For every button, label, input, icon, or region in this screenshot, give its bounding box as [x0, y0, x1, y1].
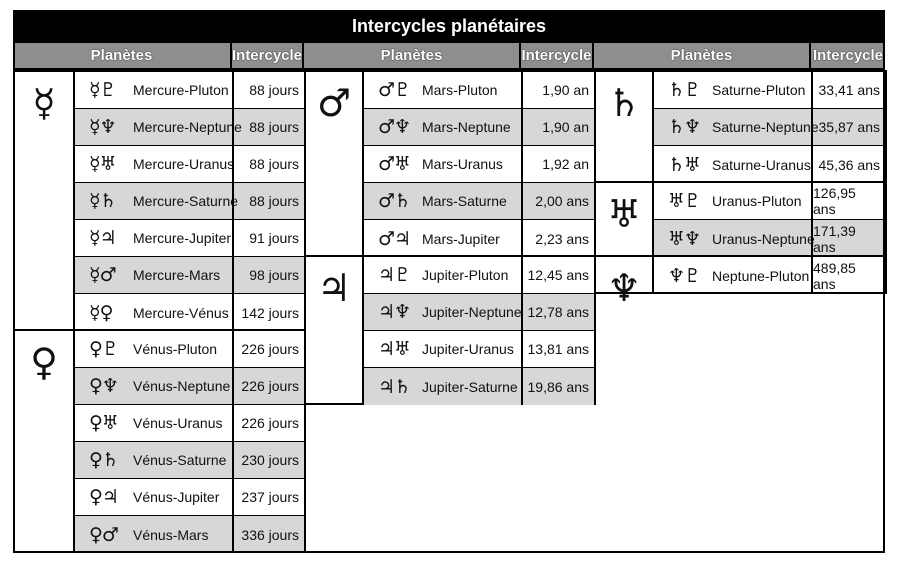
aspect-symbol-icon: ♀♂: [89, 523, 118, 546]
pair-name: Mars-Uranus: [422, 156, 503, 172]
mars-glyph-icon: ♂: [304, 70, 364, 257]
pair-name: Mercure-Neptune: [133, 119, 242, 135]
aspect-symbol-icon: ♄♆: [668, 116, 701, 138]
pair-name: Jupiter-Neptune: [422, 304, 522, 320]
intercycle-value: 19,86 ans: [521, 368, 594, 405]
aspect-symbol-icon: ♃♅: [378, 338, 411, 360]
intercycle-value: 45,36 ans: [811, 146, 885, 183]
pair-name: Vénus-Jupiter: [133, 489, 220, 505]
aspect-symbol-icon: ☿♆: [89, 116, 116, 138]
intercycle-value: 12,78 ans: [521, 294, 594, 330]
intercycle-value: 88 jours: [232, 109, 304, 145]
table-row: [654, 72, 885, 109]
aspect-symbol-icon: ♄♅: [668, 153, 701, 176]
table-row: [364, 220, 594, 257]
aspect-symbol-icon: ♀♄: [89, 449, 118, 471]
aspect-symbol-icon: ♂♃: [378, 227, 411, 250]
pair-name: Vénus-Saturne: [133, 452, 227, 468]
intercycle-value: 91 jours: [232, 220, 304, 256]
intercycle-value: 230 jours: [232, 442, 304, 478]
pair-name: Mars-Jupiter: [422, 230, 500, 247]
intercycle-value: 88 jours: [232, 146, 304, 182]
intercycle-value: 126,95 ans: [811, 183, 885, 219]
aspect-symbol-icon: ♂♆: [378, 116, 411, 138]
pair-name: Mercure-Mars: [133, 267, 221, 283]
jupiter-glyph-icon: ♃: [304, 255, 364, 405]
pair-name: Saturne-Neptune: [712, 119, 819, 135]
aspect-symbol-icon: ♃♇: [378, 264, 411, 286]
table-row: [75, 368, 304, 405]
pair-name: Mars-Pluton: [422, 82, 498, 98]
header-intercycle-2: Intercycle: [521, 43, 594, 70]
table-row: [75, 516, 304, 553]
table-row: [364, 72, 594, 109]
pair-name: Uranus-Pluton: [712, 193, 802, 209]
aspect-symbol-icon: ♀♇: [89, 338, 118, 360]
header-planets-1: Planètes: [13, 43, 232, 70]
pair-name: Vénus-Neptune: [133, 378, 231, 394]
table-row: [75, 331, 304, 368]
venus-glyph-icon: ♀: [13, 329, 75, 553]
aspect-symbol-icon: ☿♅: [89, 153, 116, 175]
pair-name: Mercure-Uranus: [133, 156, 235, 172]
table-row: [75, 442, 304, 479]
aspect-symbol-icon: ♂♅: [378, 153, 411, 175]
table-row: [364, 183, 594, 220]
pair-name: Uranus-Neptune: [712, 230, 815, 247]
table-row: [75, 294, 304, 331]
pair-name: Saturne-Pluton: [712, 82, 806, 98]
intercycle-value: 98 jours: [232, 257, 304, 293]
aspect-symbol-icon: ☿♃: [89, 227, 116, 249]
aspect-symbol-icon: ♀♃: [89, 486, 118, 508]
pair-name: Mars-Saturne: [422, 193, 507, 209]
table-row: [75, 405, 304, 442]
table-row: [654, 109, 885, 146]
aspect-symbol-icon: ♀♅: [89, 412, 118, 434]
pair-name: Mercure-Pluton: [133, 82, 229, 98]
pair-name: Neptune-Pluton: [712, 267, 810, 284]
aspect-symbol-icon: ♂♇: [378, 79, 411, 101]
intercycle-value: 1,90 an: [521, 72, 594, 108]
pair-name: Mercure-Vénus: [133, 304, 229, 321]
saturn-glyph-icon: ♄: [594, 70, 654, 183]
intercycle-value: 1,92 an: [521, 146, 594, 182]
table-row: [364, 146, 594, 183]
pair-name: Mars-Neptune: [422, 119, 511, 135]
aspect-symbol-icon: ♄♇: [668, 79, 701, 101]
aspect-symbol-icon: ☿♇: [89, 79, 116, 101]
table-row: [75, 72, 304, 109]
header-intercycle-3: Intercycle: [811, 43, 885, 70]
table-row: [654, 220, 885, 257]
intercycle-value: 12,45 ans: [521, 257, 594, 293]
header-planets-3: Planètes: [594, 43, 811, 70]
table-title: Intercycles planétaires: [13, 10, 885, 43]
mercury-glyph-icon: ☿: [13, 70, 75, 331]
intercycle-value: 171,39 ans: [811, 220, 885, 257]
pair-name: Mercure-Jupiter: [133, 230, 232, 246]
pair-name: Jupiter-Uranus: [422, 341, 514, 357]
table-row: [364, 368, 594, 405]
intercycles-table: [13, 10, 885, 553]
intercycle-value: 2,00 ans: [521, 183, 594, 219]
aspect-symbol-icon: ♃♄: [378, 375, 411, 398]
table-row: [75, 479, 304, 516]
table-row: [654, 183, 885, 220]
header-intercycle-1: Intercycle: [232, 43, 304, 70]
intercycle-value: 336 jours: [232, 516, 304, 553]
intercycle-value: 2,23 ans: [521, 220, 594, 257]
pair-name: Saturne-Uranus: [712, 156, 811, 173]
intercycle-value: 226 jours: [232, 368, 304, 404]
table-row: [75, 146, 304, 183]
table-row: [75, 220, 304, 257]
pair-name: Vénus-Mars: [133, 526, 209, 543]
aspect-symbol-icon: ♆♇: [668, 264, 701, 287]
intercycle-value: 13,81 ans: [521, 331, 594, 367]
intercycle-value: 88 jours: [232, 183, 304, 219]
intercycle-value: 489,85 ans: [811, 257, 885, 294]
table-row: [75, 257, 304, 294]
table-row: [364, 294, 594, 331]
intercycle-value: 35,87 ans: [811, 109, 885, 145]
intercycle-value: 1,90 an: [521, 109, 594, 145]
pair-name: Vénus-Uranus: [133, 415, 223, 431]
table-row: [364, 109, 594, 146]
intercycle-value: 237 jours: [232, 479, 304, 515]
table-row: [364, 257, 594, 294]
pair-name: Jupiter-Saturne: [422, 378, 518, 395]
aspect-symbol-icon: ♅♇: [668, 190, 701, 212]
table-row: [364, 331, 594, 368]
aspect-symbol-icon: ♅♆: [668, 227, 701, 250]
aspect-symbol-icon: ☿♀: [89, 301, 113, 324]
pair-name: Mercure-Saturne: [133, 193, 239, 209]
intercycle-value: 33,41 ans: [811, 72, 885, 108]
neptune-glyph-icon: ♆: [594, 255, 654, 294]
intercycle-value: 226 jours: [232, 331, 304, 367]
aspect-symbol-icon: ♀♆: [89, 375, 118, 397]
aspect-symbol-icon: ☿♄: [89, 190, 116, 212]
aspect-symbol-icon: ♂♄: [378, 190, 411, 212]
aspect-symbol-icon: ☿♂: [89, 264, 116, 286]
table-row: [654, 146, 885, 183]
intercycle-value: 142 jours: [232, 294, 304, 331]
intercycle-value: 226 jours: [232, 405, 304, 441]
header-planets-2: Planètes: [304, 43, 521, 70]
table-row: [75, 183, 304, 220]
table-row: [654, 257, 885, 294]
pair-name: Vénus-Pluton: [133, 341, 218, 357]
pair-name: Jupiter-Pluton: [422, 267, 509, 283]
uranus-glyph-icon: ♅: [594, 181, 654, 257]
intercycle-value: 88 jours: [232, 72, 304, 108]
aspect-symbol-icon: ♃♆: [378, 301, 411, 323]
table-row: [75, 109, 304, 146]
